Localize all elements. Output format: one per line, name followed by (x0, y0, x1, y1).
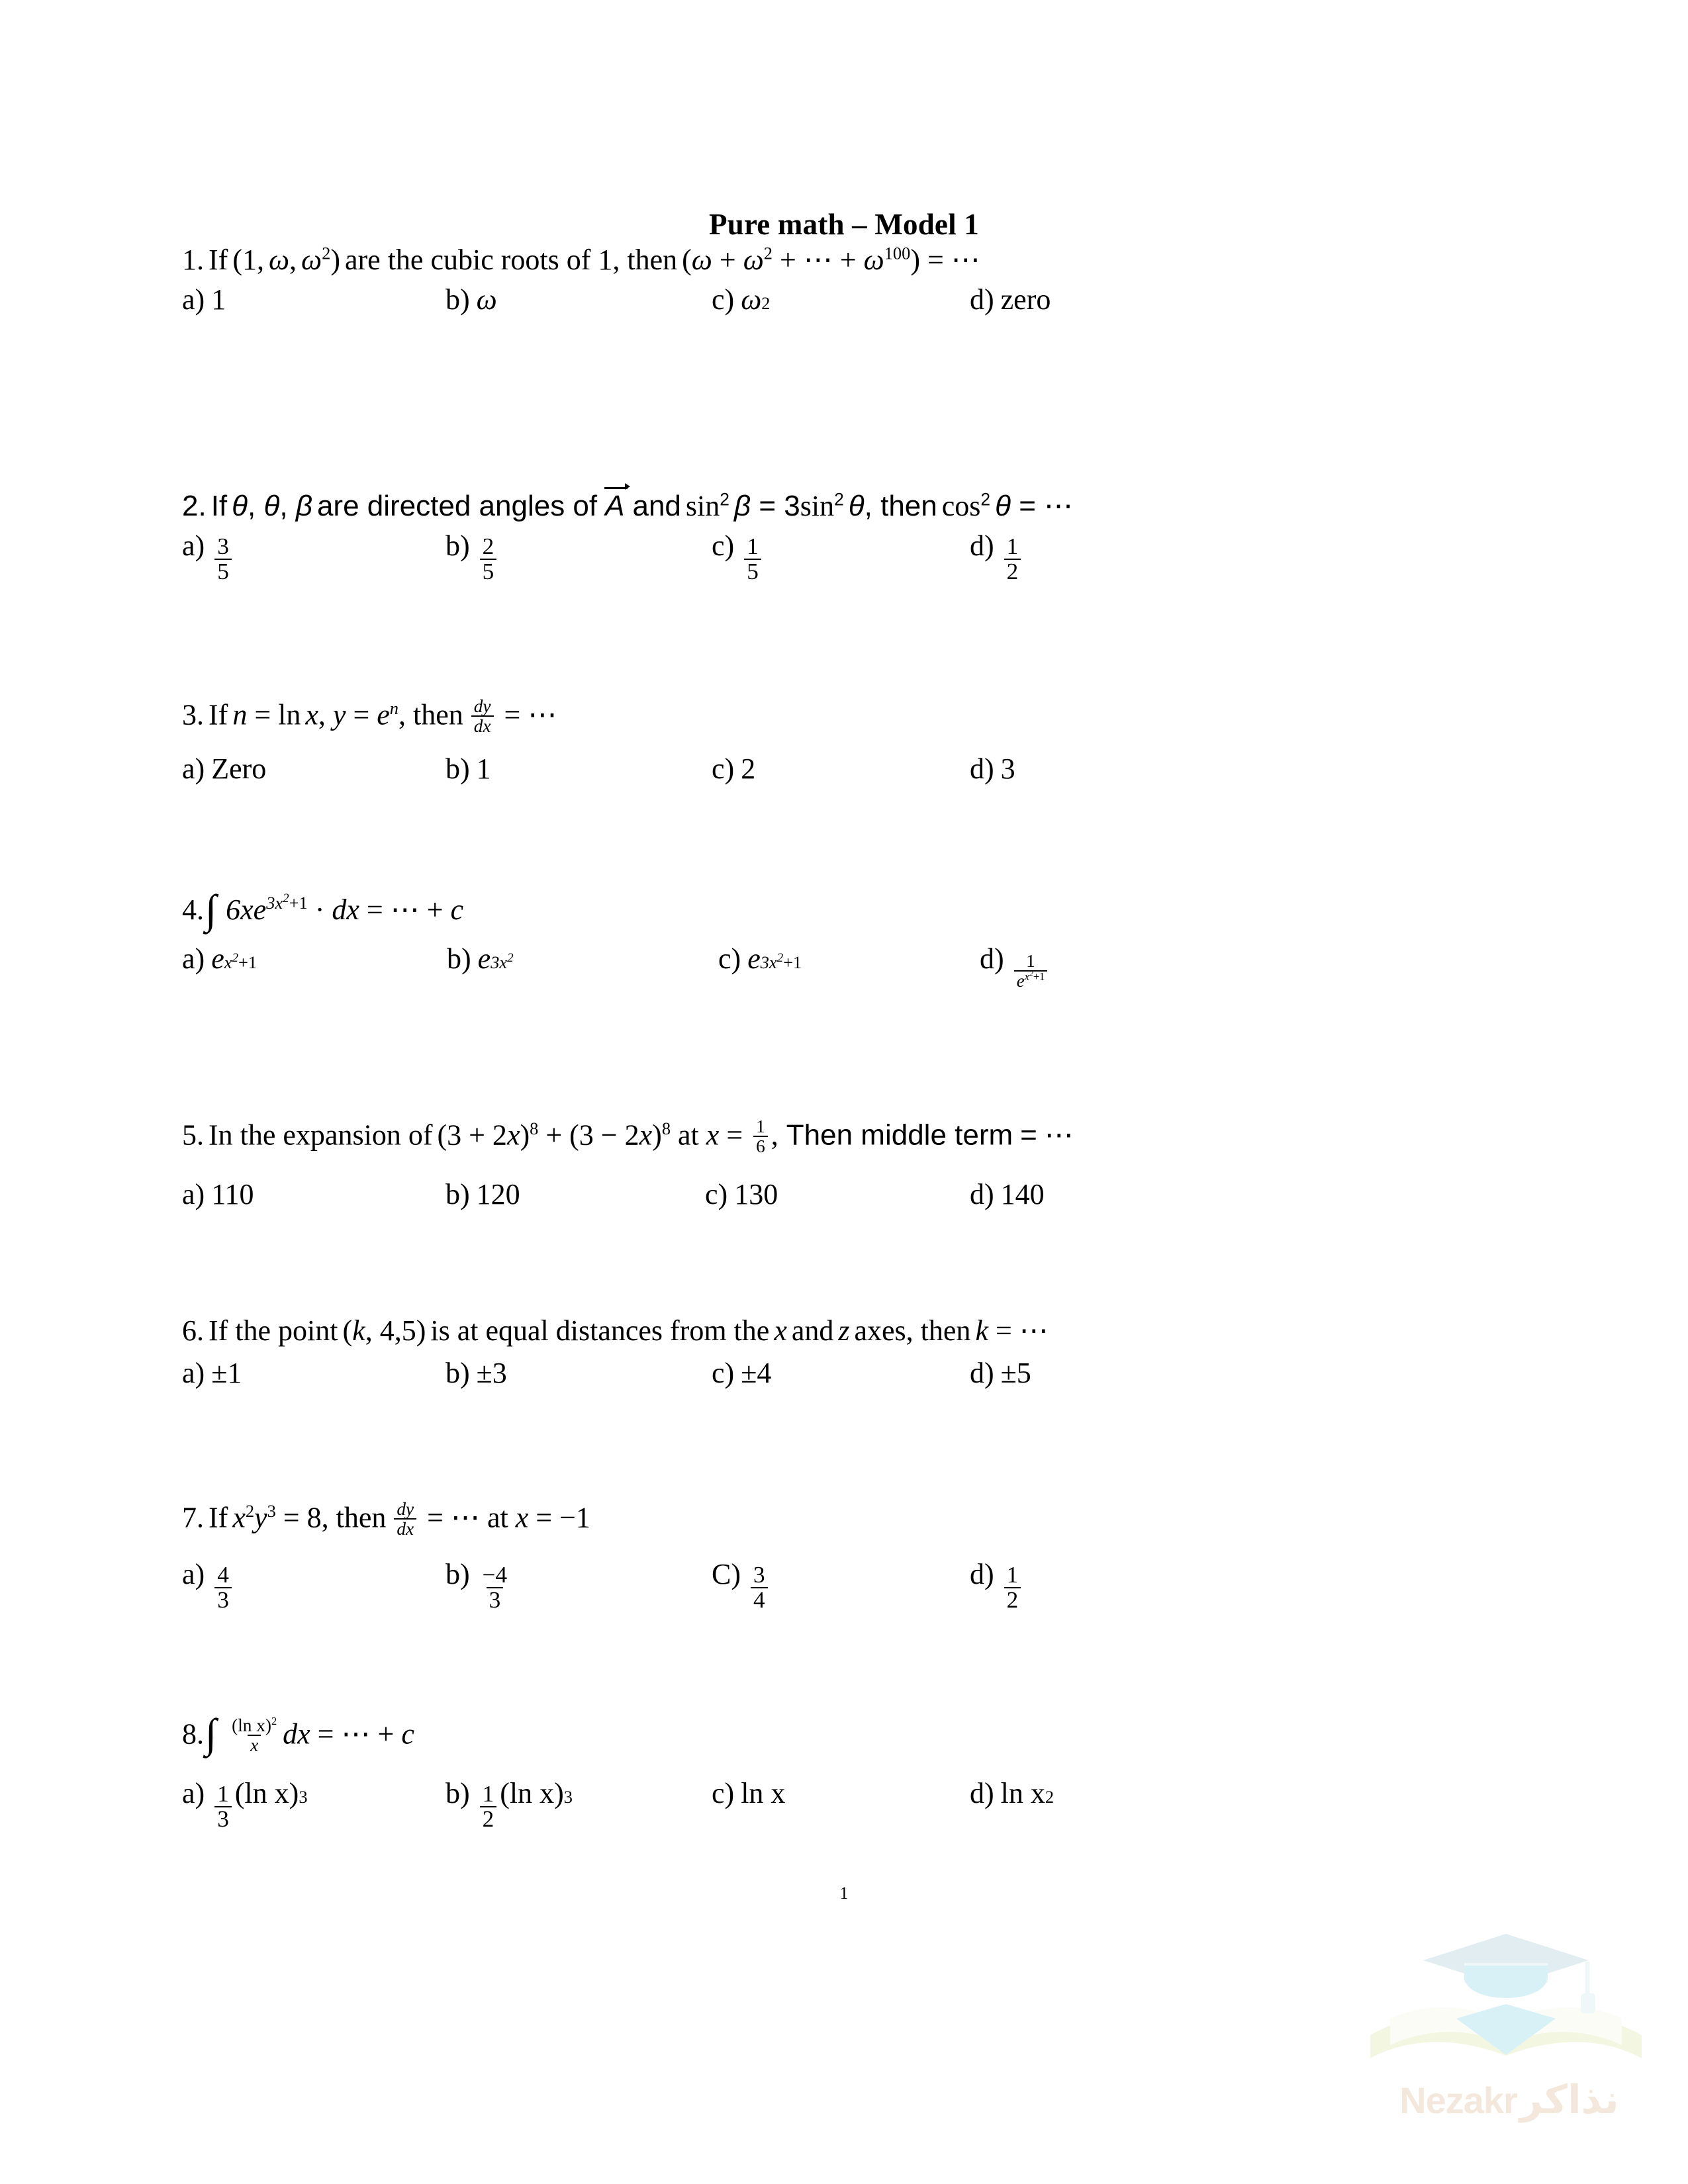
option-7d[interactable] (970, 1557, 1024, 1614)
q1-omega-4: ω (743, 244, 764, 276)
option-4b-base: e (477, 942, 491, 975)
q4-x: x (240, 893, 254, 926)
option-4c-exp-sq: 2 (776, 950, 784, 965)
q3-equals-2: = (353, 698, 370, 731)
option-6d[interactable] (970, 1356, 1031, 1390)
q2-vector-label: A (605, 490, 625, 522)
option-7b-denominator: 3 (487, 1587, 504, 1613)
option-8d-label: d) (970, 1776, 994, 1809)
q7-y-exp: 3 (267, 1500, 276, 1521)
q2-equals-1: = (759, 490, 776, 522)
option-5d-label: d) (970, 1177, 994, 1210)
q8-num-exp: 2 (271, 1714, 277, 1727)
option-1a[interactable] (182, 283, 226, 316)
q3-then: then (413, 698, 463, 731)
q3-if: If (209, 698, 228, 731)
q6-point: , 4,5) (365, 1314, 426, 1347)
option-1d[interactable] (970, 283, 1051, 316)
question-2 (182, 490, 1572, 608)
q6-and: and (791, 1314, 834, 1347)
option-7d-numerator: 1 (1006, 1561, 1019, 1588)
option-3b[interactable] (445, 752, 491, 786)
q7-then: , then (321, 1501, 387, 1534)
q1-dots-2: ⋯ (951, 244, 980, 276)
option-8c-value: ln x (741, 1776, 786, 1809)
q2-theta-4: θ (995, 490, 1011, 522)
question-8-options (182, 1776, 1572, 1862)
q1-mid-text: are the cubic roots of 1, then (344, 244, 678, 276)
q2-three: 3 (784, 490, 800, 522)
option-4a[interactable] (182, 942, 257, 976)
option-5a[interactable] (182, 1177, 254, 1211)
q7-eight: 8 (306, 1501, 322, 1534)
q2-text-and: and (632, 490, 681, 522)
question-6 (182, 1316, 1572, 1420)
option-6c-label: c) (712, 1356, 735, 1389)
q5-open-2: (3 − 2 (569, 1118, 639, 1152)
q4-dots: ⋯ (390, 893, 420, 926)
option-8a-ln: (ln x) (234, 1776, 299, 1809)
option-2b-denominator: 5 (480, 559, 497, 584)
q7-minus-one: −1 (559, 1501, 590, 1534)
option-1c-label: c) (712, 283, 735, 316)
option-4b-exp-sq: 2 (507, 950, 514, 965)
option-5b-value: 120 (476, 1177, 520, 1210)
q5-at: at (678, 1118, 699, 1152)
q4-exp-plus1: +1 (289, 893, 308, 913)
q4-six: 6 (226, 893, 241, 926)
q5-number: 5. (182, 1118, 204, 1152)
option-4d-den-base: e (1016, 970, 1025, 991)
question-5-options (182, 1177, 1572, 1241)
q2-beta-2: β (733, 490, 751, 522)
option-1b[interactable] (445, 283, 497, 316)
q2-dots: ⋯ (1044, 490, 1074, 522)
q7-x-exp: 2 (245, 1500, 255, 1521)
q4-c: c (450, 893, 464, 926)
option-4d-den-exp (1025, 970, 1045, 983)
option-2c[interactable] (712, 529, 765, 586)
option-7d-label: d) (970, 1557, 994, 1590)
q5-num: 1 (756, 1116, 765, 1136)
option-4d[interactable] (980, 942, 1051, 992)
q5-dots: ⋯ (1044, 1118, 1074, 1152)
option-6c[interactable] (712, 1356, 771, 1390)
option-7a-numerator: 4 (217, 1561, 229, 1588)
question-7 (182, 1501, 1572, 1643)
q2-beta-1: β (295, 490, 312, 522)
q4-exp-base: 3x (266, 893, 283, 913)
option-8d-value: ln x (1000, 1776, 1045, 1809)
q6-text-2: is at equal distances from the (430, 1314, 770, 1347)
q4-e: e (253, 893, 267, 926)
question-6-stem: 6. If the point (k, 4,5) is at equal distances from the x and z axes, then k = ⋯ (182, 1314, 1049, 1347)
q8-dots: ⋯ (341, 1717, 371, 1751)
option-6a[interactable] (182, 1356, 242, 1390)
q3-number: 3. (182, 698, 204, 731)
q3-derivative-fraction (471, 697, 494, 736)
q2-sin-2-exp: 2 (834, 489, 844, 510)
option-2b-fraction (480, 535, 497, 584)
question-3-stem: 3. If n = ln x, $y = e^n$, then $\frac{dy}{dx}$ = ⋯ (182, 696, 557, 737)
option-3a[interactable] (182, 752, 266, 786)
option-4d-fraction (1014, 952, 1048, 991)
option-6b-value: ±3 (476, 1356, 507, 1389)
option-4b-exp-x: 3x (491, 952, 508, 972)
q5-close-2: ) (652, 1118, 662, 1152)
option-7c[interactable] (712, 1557, 771, 1614)
nezakr-logo-icon (1364, 1919, 1655, 2088)
option-7d-denominator: 2 (1004, 1587, 1021, 1613)
q3-ln: ln (278, 698, 301, 731)
q3-dots: ⋯ (528, 698, 557, 731)
option-8a-numerator: 1 (217, 1780, 229, 1807)
option-7a-label: a) (182, 1557, 205, 1590)
option-5b-label: b) (445, 1177, 470, 1210)
option-3d-value: 3 (1000, 752, 1015, 785)
option-6d-value: ±5 (1000, 1356, 1031, 1389)
q5-close-1: ) (520, 1118, 530, 1152)
q2-sin-1: sin (685, 490, 720, 522)
q2-theta-2: θ (263, 490, 280, 522)
q2-sin-1-exp: 2 (720, 489, 729, 510)
option-5b[interactable] (445, 1177, 520, 1211)
option-4c-exp-x: 3x (760, 952, 777, 972)
q4-exp-sq: 2 (283, 891, 289, 906)
option-2c-label: c) (712, 529, 735, 562)
question-4-stem (182, 886, 1572, 933)
option-7a-fraction (214, 1563, 232, 1613)
q5-comma: , (771, 1118, 778, 1152)
q5-plus: + (545, 1118, 563, 1152)
q3-n-var: n (232, 698, 248, 731)
watermark-latin: Nezakr (1399, 2079, 1517, 2121)
q4-plus: + (426, 893, 444, 926)
q7-if: If (209, 1501, 228, 1534)
q1-if: If (209, 244, 228, 276)
option-4b[interactable] (447, 942, 514, 976)
question-3 (182, 698, 1572, 815)
q3-equals-1: = (254, 698, 271, 731)
q6-text-1: If the point (209, 1314, 338, 1347)
q6-k-1: k (352, 1314, 365, 1347)
option-8a[interactable]: a) $\frac{1}{3}$ (ln x) 3 (182, 1776, 308, 1833)
question-7-stem (182, 1501, 1572, 1540)
option-7d-fraction (1004, 1563, 1021, 1613)
option-7a[interactable] (182, 1557, 235, 1614)
q1-omega-5-exp: 100 (884, 243, 911, 263)
q7-at: at (487, 1501, 508, 1534)
option-6c-value: ±4 (741, 1356, 772, 1389)
option-4d-numerator: 1 (1026, 950, 1035, 971)
option-3c[interactable] (712, 752, 755, 786)
q1-dots-1: ⋯ (803, 244, 833, 276)
option-7c-numerator: 3 (753, 1561, 765, 1588)
q6-x: x (774, 1314, 787, 1347)
q2-theta-3: θ (848, 490, 865, 522)
q2-text-1: are directed angles of (316, 490, 598, 522)
option-7b-label: b) (445, 1557, 470, 1590)
option-4d-label: d) (980, 942, 1004, 975)
option-2d-numerator: 1 (1006, 533, 1019, 559)
option-4c-label: c) (718, 942, 741, 975)
question-4 (182, 886, 1572, 1028)
option-4a-exp-sq: 2 (232, 950, 238, 965)
q5-exp-2: 8 (661, 1118, 671, 1138)
option-6b-label: b) (445, 1356, 470, 1389)
q1-omega-3: ω (691, 244, 712, 276)
question-1-stem: 1. If (1, ω, $\omega^2$) are the cubic roots of 1, then ($\omega + \omega^2$ + ⋯ + $\omega^{100}$) = ⋯ (182, 243, 980, 276)
option-2d-denominator: 2 (1004, 559, 1021, 584)
option-6d-label: d) (970, 1356, 994, 1389)
question-3-options (182, 752, 1572, 815)
q4-exponent (266, 893, 308, 913)
q6-text-3: axes, then (854, 1314, 971, 1347)
question-2-stem: 2. If θ, θ, β are directed angles of A and $\sin^2 \beta = 3\sin^2$ θ, then $\cos^2 \theta$ = ⋯ (182, 489, 1074, 522)
q1-omega-5: ω (863, 244, 884, 276)
option-1a-label: a) (182, 283, 205, 316)
option-4c-base: e (747, 942, 761, 975)
option-4d-den-tail: +1 (1033, 970, 1045, 983)
q8-number: 8. (182, 1717, 204, 1751)
q8-c: c (401, 1717, 414, 1751)
option-8b[interactable]: b) $\frac{1}{2}$ (ln x) 3 (445, 1776, 573, 1833)
q2-equals-2: = (1019, 490, 1036, 522)
q4-dot: · (314, 893, 325, 926)
q7-equals-2: = (427, 1501, 444, 1534)
option-2b-numerator: 2 (482, 533, 494, 559)
q8-numerator (229, 1716, 279, 1735)
option-5c-label: c) (705, 1177, 728, 1210)
q2-if: If (211, 490, 228, 522)
option-3d[interactable] (970, 752, 1015, 786)
q8-equals: = (317, 1717, 334, 1751)
q6-k-2: k (975, 1314, 988, 1347)
option-4b-exp (491, 950, 514, 972)
option-8b-label: b) (445, 1776, 470, 1809)
option-8a-label: a) (182, 1776, 205, 1809)
q6-equals: = (995, 1314, 1012, 1347)
q5-text-1: In the expansion of (209, 1118, 433, 1152)
q4-equals: = (366, 893, 383, 926)
q3-equals-3: = (504, 698, 521, 731)
option-8c-label: c) (712, 1776, 735, 1809)
watermark-text (1364, 2077, 1655, 2123)
question-6-options (182, 1356, 1572, 1420)
q2-vector-A (605, 490, 624, 522)
option-3d-label: d) (970, 752, 994, 785)
option-8b-fraction (480, 1782, 497, 1832)
option-5a-label: a) (182, 1177, 205, 1210)
q7-x-2: x (515, 1501, 529, 1534)
q5-open-1: (3 + 2 (437, 1118, 507, 1152)
option-5d[interactable] (970, 1177, 1045, 1211)
option-3a-label: a) (182, 752, 205, 785)
option-8c[interactable] (712, 1776, 785, 1810)
question-1 (182, 245, 1572, 346)
q3-y: y (332, 698, 346, 731)
q1-equals: = (927, 244, 944, 276)
q7-dots: ⋯ (450, 1501, 480, 1534)
q1-omega-2-exp: 2 (322, 243, 331, 263)
option-8b-ln: (ln x) (500, 1776, 564, 1809)
q7-equals-1: = (283, 1501, 300, 1534)
q5-equals-2: = (1020, 1118, 1037, 1152)
q5-x-2: x (639, 1118, 653, 1152)
option-2d[interactable] (970, 529, 1024, 586)
option-8b-denominator: 2 (480, 1806, 497, 1832)
option-5c-value: 130 (734, 1177, 778, 1210)
option-8b-numerator: 1 (482, 1780, 494, 1807)
q3-dy: dy (473, 696, 491, 716)
option-2c-numerator: 1 (747, 533, 759, 559)
option-4b-label: b) (447, 942, 471, 975)
option-2a[interactable] (182, 529, 235, 586)
option-4c-exp-tail: +1 (783, 952, 802, 972)
option-4c-exp (760, 950, 802, 972)
q1-number: 1. (182, 244, 204, 276)
option-4a-exp (224, 950, 258, 972)
question-2-options (182, 529, 1572, 608)
option-2c-denominator: 5 (744, 559, 761, 584)
q1-omega-2: ω (301, 244, 322, 276)
option-4d-den-x: x (1024, 970, 1030, 983)
option-2a-denominator: 5 (214, 559, 232, 584)
watermark-arabic: نذاكر (1519, 2077, 1619, 2122)
page-title: Pure math – Model 1 (709, 208, 979, 241)
option-2d-label: d) (970, 529, 994, 562)
question-8-stem (182, 1710, 1572, 1757)
option-5d-value: 140 (1000, 1177, 1045, 1210)
question-5 (182, 1118, 1572, 1241)
option-5a-value: 110 (211, 1177, 254, 1210)
option-4a-base: e (211, 942, 224, 975)
option-1d-label: d) (970, 283, 994, 316)
option-4a-exp-x: x (224, 952, 232, 972)
option-1d-value: zero (1000, 283, 1051, 316)
option-3b-value: 1 (476, 752, 491, 785)
q4-number: 4. (182, 893, 204, 926)
option-6a-value: ±1 (211, 1356, 242, 1389)
q5-fraction (753, 1117, 768, 1156)
option-4d-den-sq: 2 (1029, 969, 1033, 978)
q8-plus: + (377, 1717, 395, 1751)
integral-icon-2: ∫ (205, 1710, 217, 1757)
integral-icon: ∫ (205, 886, 217, 933)
option-4a-exp-tail: +1 (238, 952, 258, 972)
option-8a-denominator: 3 (214, 1806, 232, 1832)
question-5-stem (182, 1118, 1572, 1158)
q5-den: 6 (753, 1136, 768, 1156)
question-4-options (182, 942, 1572, 1028)
q8-num-text: (ln x) (232, 1715, 271, 1735)
question-8 (182, 1710, 1572, 1862)
page-number: 1 (839, 1884, 849, 1903)
q6-z: z (838, 1314, 850, 1347)
q7-equals-3: = (536, 1501, 553, 1534)
q2-theta-1: θ (232, 490, 248, 522)
q1-lead: (1, (232, 244, 264, 276)
option-3a-value: Zero (211, 752, 267, 785)
q3-e-exp: n (389, 698, 399, 718)
option-3b-label: b) (445, 752, 470, 785)
option-1c[interactable]: c) ω 2 (712, 283, 771, 316)
question-1-options (182, 283, 1572, 346)
q7-derivative-fraction (394, 1500, 416, 1539)
option-7a-denominator: 3 (214, 1587, 232, 1613)
q3-e: e (377, 698, 390, 731)
q2-cos-exp: 2 (980, 489, 991, 510)
option-3c-label: c) (712, 752, 735, 785)
option-7c-label: C) (712, 1557, 741, 1590)
option-6b[interactable] (445, 1356, 507, 1390)
option-7b[interactable] (445, 1557, 513, 1614)
option-5c[interactable] (705, 1177, 778, 1211)
option-2b-label: b) (445, 529, 470, 562)
q3-x: x (305, 698, 318, 731)
option-7c-fraction (751, 1563, 768, 1613)
option-4a-label: a) (182, 942, 205, 975)
q5-x-1: x (506, 1118, 520, 1152)
q2-number: 2. (182, 490, 207, 522)
q2-text-then: then (880, 490, 937, 522)
q8-dx: dx (283, 1717, 310, 1751)
q8-denominator: x (248, 1735, 261, 1754)
option-2a-label: a) (182, 529, 205, 562)
option-2a-fraction (214, 535, 232, 584)
option-2a-numerator: 3 (217, 533, 229, 559)
q7-number: 7. (182, 1501, 204, 1534)
q7-dx: dx (394, 1518, 416, 1538)
q7-dy: dy (397, 1499, 414, 1519)
q5-exp-1: 8 (530, 1118, 539, 1138)
watermark (1364, 1919, 1655, 2164)
q7-x-1: x (232, 1501, 246, 1534)
option-2b[interactable] (445, 529, 500, 586)
q3-dx: dx (471, 715, 494, 735)
option-7c-denominator: 4 (751, 1587, 768, 1613)
option-4d-denominator (1014, 970, 1048, 990)
q1-omega-1: ω (268, 244, 290, 276)
q4-dx: dx (332, 893, 359, 926)
option-1b-value: ω (476, 283, 497, 316)
option-4c[interactable] (718, 942, 802, 976)
option-1a-value: 1 (211, 283, 226, 316)
q5-text-2: Then middle term (786, 1118, 1013, 1152)
option-2c-fraction (744, 535, 761, 584)
q6-dots: ⋯ (1019, 1314, 1049, 1347)
option-8a-fraction (214, 1782, 232, 1832)
q2-sin-2: sin (800, 490, 835, 522)
option-7b-fraction (480, 1563, 510, 1613)
q5-x-3: x (706, 1118, 720, 1152)
q6-number: 6. (182, 1314, 204, 1347)
q1-omega-4-exp: 2 (763, 243, 773, 263)
q2-cos: cos (941, 490, 981, 522)
q8-fraction (229, 1716, 279, 1755)
q7-y: y (254, 1501, 267, 1534)
question-7-options (182, 1557, 1572, 1643)
option-1b-label: b) (445, 283, 470, 316)
option-2d-fraction (1004, 535, 1021, 584)
option-7b-numerator: −4 (482, 1561, 508, 1588)
option-3c-value: 2 (741, 752, 756, 785)
q5-equals-1: = (726, 1118, 743, 1152)
option-6a-label: a) (182, 1356, 205, 1389)
option-8d[interactable]: d) ln x 2 (970, 1776, 1055, 1809)
option-1c-value: ω (741, 283, 762, 316)
